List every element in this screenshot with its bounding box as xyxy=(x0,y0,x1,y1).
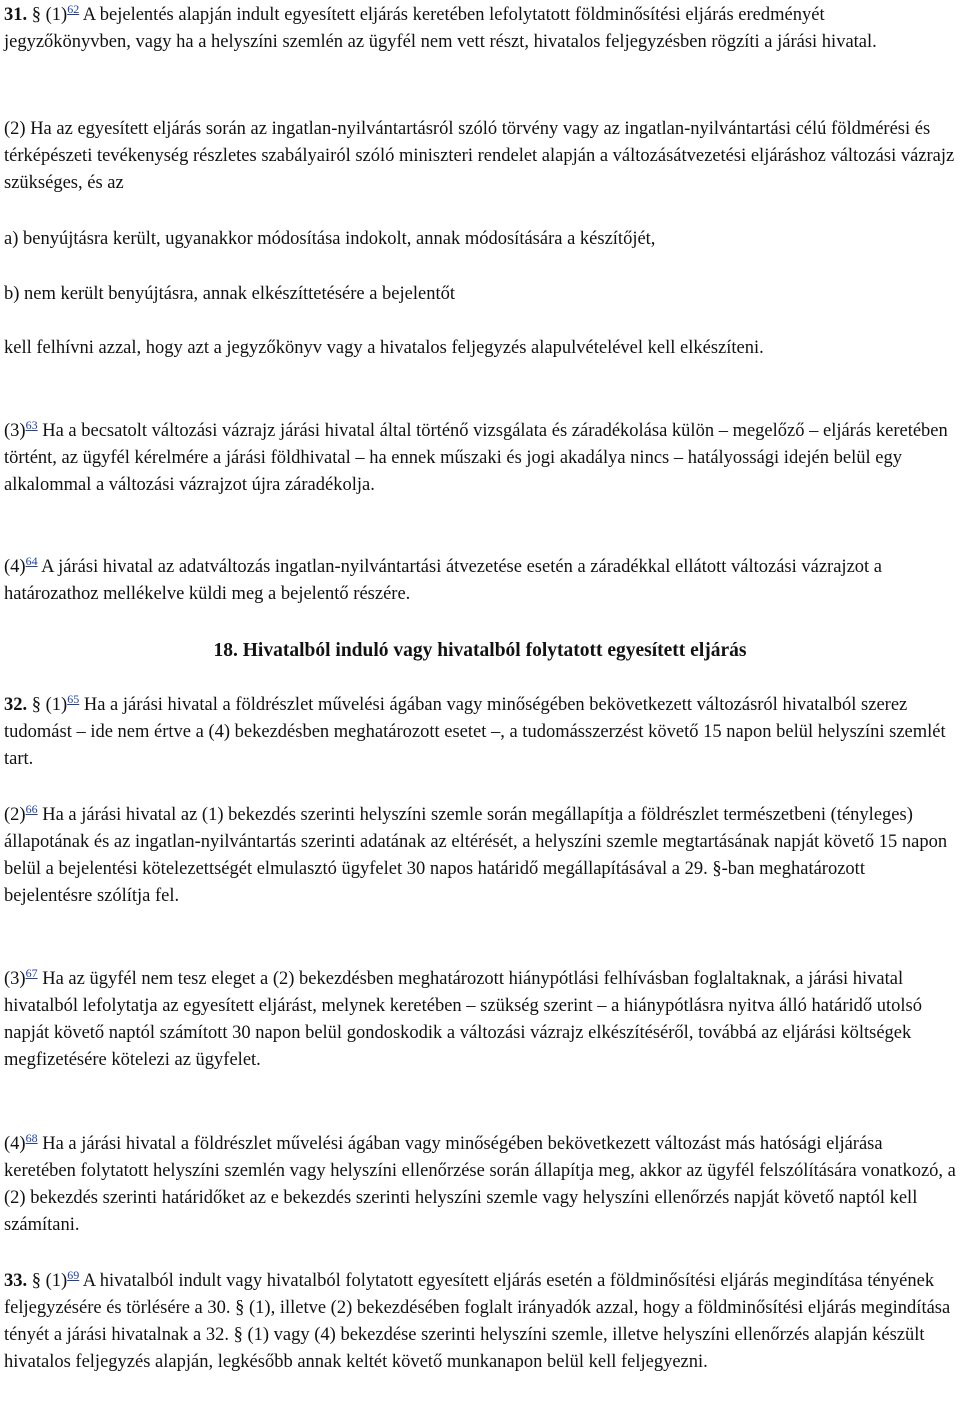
footnote-link-62[interactable]: 62 xyxy=(67,2,80,16)
s31-paragraph-3 xyxy=(4,418,956,499)
s33-number: 33. xyxy=(4,1271,28,1291)
s31-point-a: a) benyújtásra került, ugyanakkor módosítása indokolt, annak módosítására a készítőjét, xyxy=(4,229,656,249)
s33-sign: § xyxy=(31,1271,41,1291)
s32-p1-label: (1) xyxy=(45,695,68,715)
s31-closing-text: kell felhívni azzal, hogy azt a jegyzőkönyv vagy a hivatalos feljegyzés alapulvételével kell elkészíteni. xyxy=(4,338,764,358)
s32-p3-text: Ha az ügyfél nem tesz eleget a (2) bekezdésben meghatározott hiánypótlási felhívásban foglaltaknak, a járási hivatal hivatalból lefolytatja az egyesített eljárást, melynek keretében – szükség szerint – a hiánypótlásra nyitva álló határidő utolsó napját követő naptól számított 30 napon belül gondoskodik a változási vázrajz elkészítéséről, továbbá az eljárási költségek megfizetésére kötelezi az ügyfelet. xyxy=(4,969,923,1070)
footnote-link-69[interactable]: 69 xyxy=(67,1268,80,1282)
s32-p3-label: (3) xyxy=(4,969,26,989)
s31-paragraph-4 xyxy=(4,554,956,608)
s31-p4-label: (4) xyxy=(4,557,26,577)
footnote-link-65[interactable]: 65 xyxy=(67,692,80,706)
s31-p3-text: Ha a becsatolt változási vázrajz járási hivatal által történő vizsgálata és záradékolása külön – megelőző – eljárás keretében történt, az ügyfél kérelmére a járási földhivatal – ha ennek műszaki és jogi akadálya nincs – hatályossági idején belül egy alkalommal a változási vázrajzot újra záradékolja. xyxy=(4,421,948,495)
s32-p4-text: Ha a járási hivatal a földrészlet művelési ágában vagy minőségében bekövetkezett változást más hatósági eljárása keretében folytatott helyszíni szemlén vagy helyszíni ellenőrzése során állapítja meg, akkor az ügyfél felszólítására vonatkozó, a (2) bekezdés szerinti határidőket az e bekezdés szerinti helyszíni szemle vagy helyszíni ellenőrzés napját követő naptól kell számítani. xyxy=(4,1134,956,1235)
s31-point-b: b) nem került benyújtásra, annak elkészíttetésére a bejelentőt xyxy=(4,284,456,304)
s32-p1-text: Ha a járási hivatal a földrészlet művelési ágában vagy minőségében bekövetkezett változásról hivatalból szerez tudomást – ide nem értve a (4) bekezdésben meghatározott esetet –, a tudomásszerzést követő 15 napon belül helyszíni szemlét tart. xyxy=(4,695,946,769)
footnote-link-67[interactable]: 67 xyxy=(25,966,38,980)
section-heading-18: 18. Hivatalból induló vagy hivatalból folytatott egyesített eljárás xyxy=(213,640,747,661)
s33-p1-text: A hivatalból indult vagy hivatalból folytatott egyesített eljárás esetén a földminősítési eljárás megindítása tényének feljegyzésére és törlésére a 30. § (1), illetve (2) bekezdésében foglalt irányadók azzal, hogy a földminősítési eljárás megindítása tényét a járási hivatalnak a 32. § (1) vagy (4) bekezdése szerinti helyszíni szemle, illetve helyszíni ellenőrzés alapján készült hivatalos feljegyzés alapján, legkésőbb annak keltét követő munkanapon belül kell feljegyezni. xyxy=(4,1271,951,1372)
s32-p2-text: Ha a járási hivatal az (1) bekezdés szerinti helyszíni szemle során megállapítja a földrészlet természetbeni (tényleges) állapotának és az ingatlan-nyilvántartás szerinti adatának az eltérését, a helyszíni szemle megtartásának napját követő 15 napon belül a bejelentési kötelezettségét elmulasztó ügyfelet 30 napos határidő megállapításával a 29. §-ban meghatározott bejelentésre szólítja fel. xyxy=(4,805,948,906)
s32-paragraph-4 xyxy=(4,1131,956,1239)
s32-paragraph-2 xyxy=(4,802,956,910)
s31-paragraph-1 xyxy=(4,2,956,56)
s32-sign: § xyxy=(31,695,41,715)
s32-p4-label: (4) xyxy=(4,1134,26,1154)
s31-paragraph-2: (2) Ha az egyesített eljárás során az ingatlan-nyilvántartásról szóló törvény vagy az ingatlan-nyilvántartási célú földmérési és térképészeti tevékenység részletes szabályairól szóló miniszteri rendelet alapján a változásátvezetési eljáráshoz változási vázrajz szükséges, és az xyxy=(4,119,955,193)
s32-number: 32. xyxy=(4,695,28,715)
s31-p4-text: A járási hivatal az adatváltozás ingatlan-nyilvántartási átvezetése esetén a záradékkal ellátott változási vázrajzot a határozathoz mellékelve küldi meg a bejelentő részére. xyxy=(4,557,883,604)
footnote-link-68[interactable]: 68 xyxy=(25,1131,38,1145)
s31-p3-label: (3) xyxy=(4,421,26,441)
s33-paragraph-1 xyxy=(4,1268,956,1376)
footnote-link-64[interactable]: 64 xyxy=(25,554,38,568)
s32-p2-label: (2) xyxy=(4,805,26,825)
s33-p1-label: (1) xyxy=(45,1271,68,1291)
s32-paragraph-1 xyxy=(4,692,956,773)
s31-number: 31. xyxy=(4,5,28,25)
s31-p1-text: A bejelentés alapján indult egyesített eljárás keretében lefolytatott földminősítési eljárás eredményét jegyzőkönyvben, vagy ha a helyszíni szemlén az ügyfél nem vett részt, hivatalos feljegyzésben rögzíti a járási hivatal. xyxy=(4,5,877,52)
footnote-link-66[interactable]: 66 xyxy=(25,802,38,816)
s32-paragraph-3 xyxy=(4,966,956,1074)
s31-p1-label: (1) xyxy=(45,5,68,25)
footnote-link-63[interactable]: 63 xyxy=(25,418,38,432)
s31-sign: § xyxy=(31,5,41,25)
